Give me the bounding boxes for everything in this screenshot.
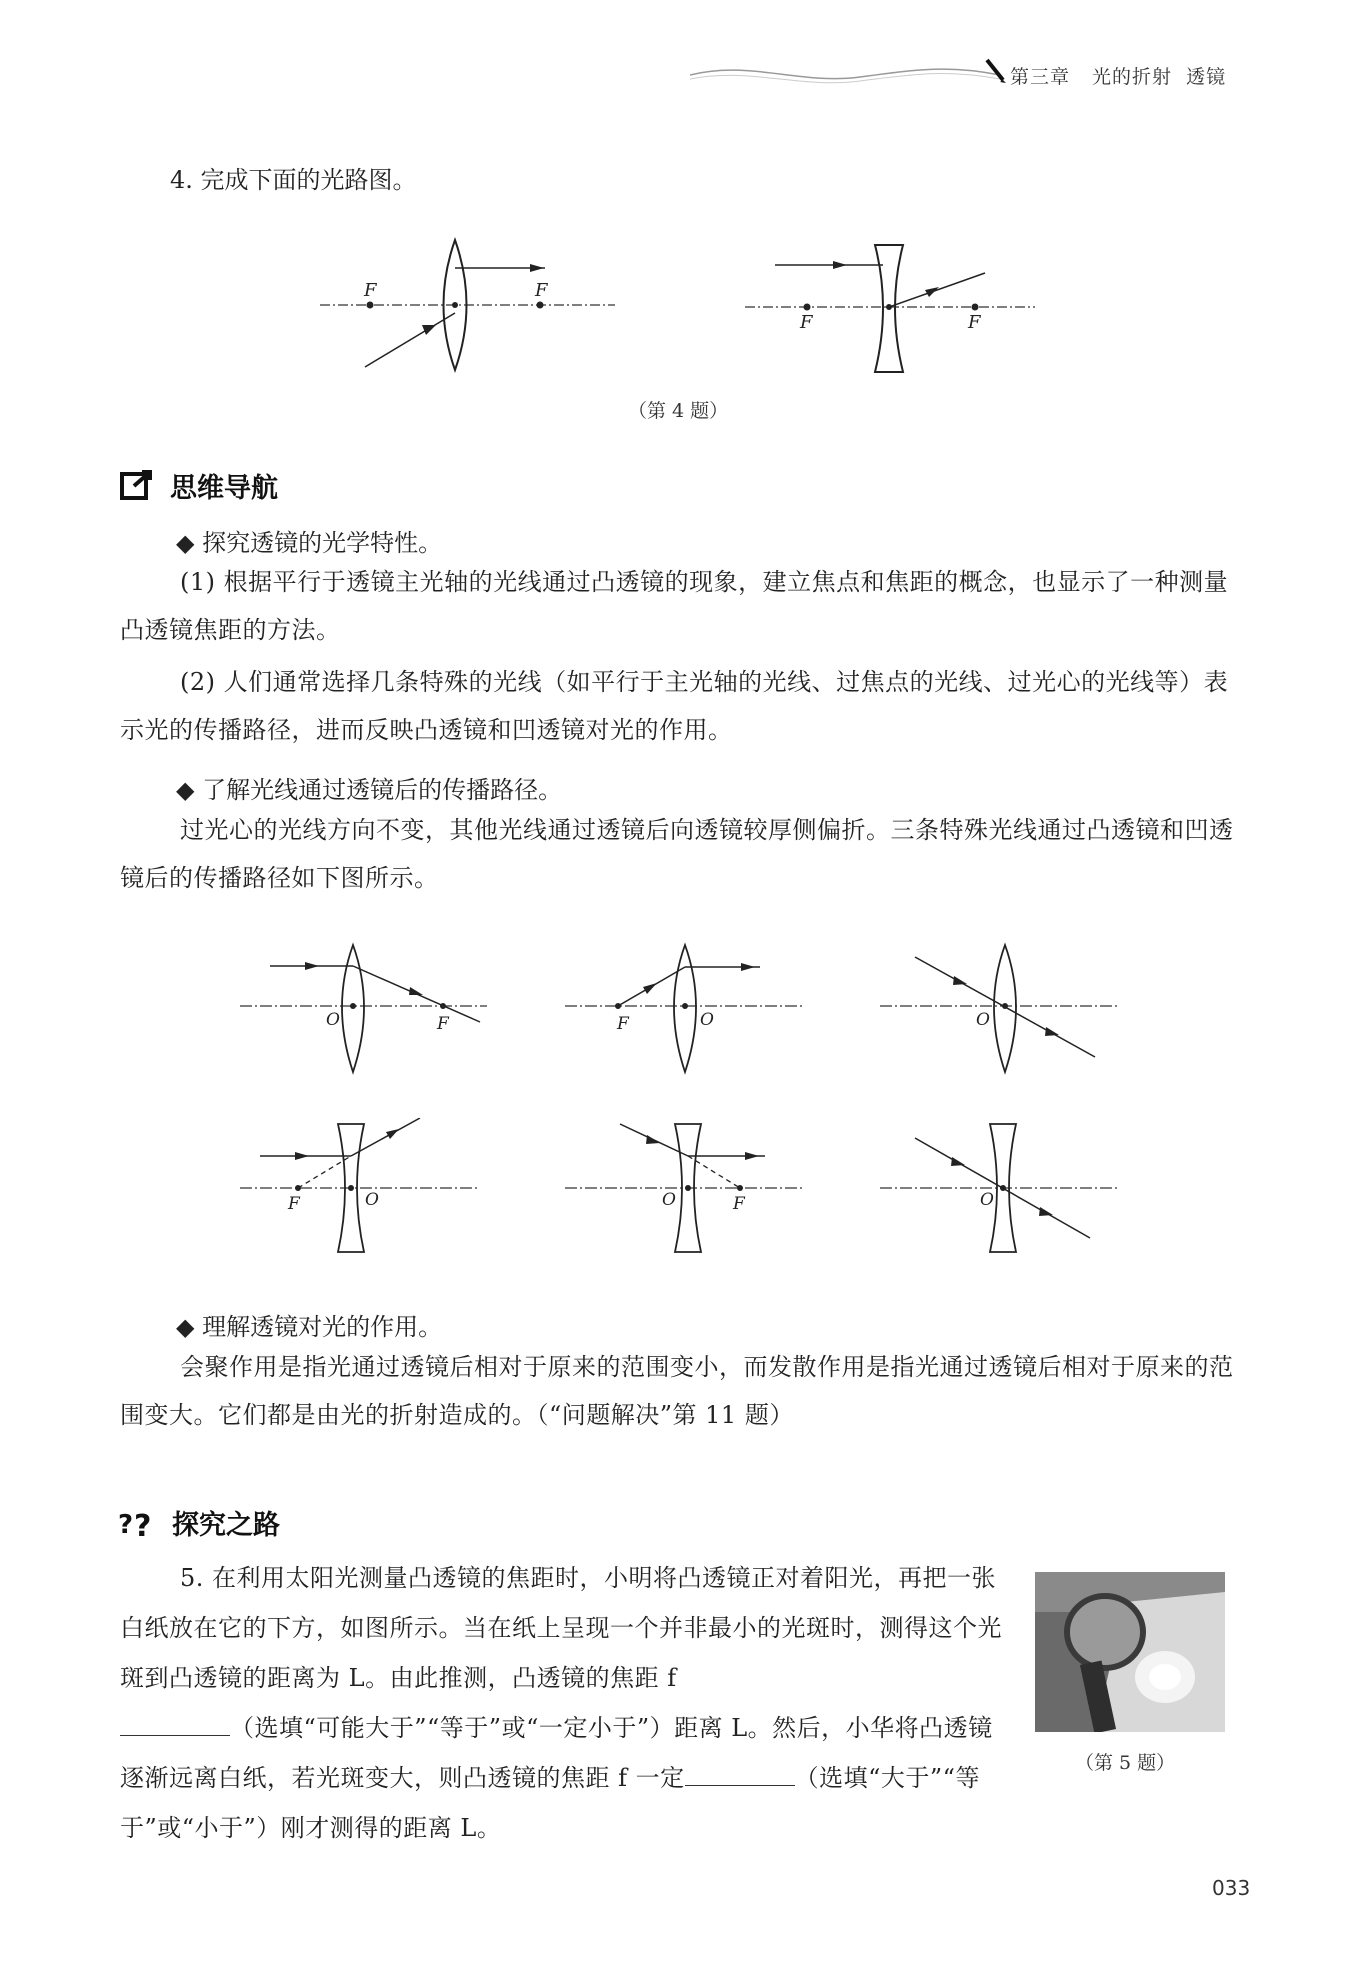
label-f-4: F bbox=[288, 1194, 300, 1214]
paragraph-3: 过光心的光线方向不变，其他光线通过透镜后向透镜较厚侧偏折。三条特殊光线通过凸透镜和凹透镜后的传播路径如下图所示。 bbox=[120, 816, 1234, 892]
svg-text:?: ? bbox=[134, 1509, 152, 1539]
paragraph-4: 会聚作用是指光通过透镜后相对于原来的范围变小，而发散作用是指光通过透镜后相对于原来的范围变大。它们都是由光的折射造成的。（“问题解决”第 11 题） bbox=[120, 1353, 1234, 1429]
q4-focus-label-left: F bbox=[364, 280, 377, 301]
question-4-text: 4. 完成下面的光路图。 bbox=[170, 166, 417, 194]
label-o-5: O bbox=[662, 1190, 676, 1210]
label-f-5: F bbox=[733, 1194, 745, 1214]
question-5-part2: （选填“可能大于”“等于”或“一定小于”）距离 L。然后，小华将凸透镜逐渐远离白纸，若光斑变大，则凸透镜的焦距 f 一定 bbox=[120, 1714, 993, 1792]
q4-focus-label-right: F bbox=[535, 280, 548, 301]
convex-ray-parallel bbox=[235, 940, 495, 1080]
label-f-1: F bbox=[437, 1014, 449, 1034]
paragraph-1: (1) 根据平行于透镜主光轴的光线通过凸透镜的现象，建立焦点和焦距的概念，也显示了一种测量凸透镜焦距的方法。 bbox=[120, 568, 1229, 644]
label-o-4: O bbox=[365, 1190, 379, 1210]
q5-caption: （第 5 题） bbox=[1075, 1752, 1176, 1774]
question-marks-icon bbox=[118, 1505, 162, 1539]
paragraph-2: (2) 人们通常选择几条特殊的光线（如平行于主光轴的光线、过焦点的光线、过光心的光线等）表示光的传播路径，进而反映凸透镜和凹透镜对光的作用。 bbox=[120, 668, 1229, 744]
concave-ray-through-center bbox=[880, 1118, 1130, 1258]
label-o-6: O bbox=[980, 1190, 994, 1210]
lens-photo bbox=[1035, 1572, 1225, 1732]
q4-focus-label-left-2: F bbox=[800, 312, 813, 333]
answer-blank-2[interactable] bbox=[685, 1763, 795, 1786]
q4-focus-label-right-2: F bbox=[968, 312, 981, 333]
q4-concave-lens-diagram bbox=[745, 240, 1045, 380]
bullet-explore-properties: ◆ 探究透镜的光学特性。 bbox=[176, 529, 443, 557]
convex-ray-through-focus bbox=[565, 940, 815, 1080]
section-title-explore: 探究之路 bbox=[172, 1510, 280, 1541]
answer-blank-1[interactable] bbox=[120, 1713, 230, 1736]
question-5-part3: （选填“大于”“等于”或“小于”）刚才测得的距离 L。 bbox=[120, 1764, 980, 1842]
convex-ray-through-center bbox=[880, 940, 1130, 1080]
label-o-2: O bbox=[700, 1010, 714, 1030]
bullet-light-paths: ◆ 了解光线通过透镜后的传播路径。 bbox=[176, 776, 563, 804]
section-label: 光的折射 透镜 bbox=[1092, 66, 1227, 88]
label-f-2: F bbox=[617, 1014, 629, 1034]
page-number: 033 bbox=[1212, 1876, 1251, 1900]
header-decoration bbox=[690, 55, 1010, 95]
concave-ray-toward-focus bbox=[565, 1118, 815, 1258]
bullet-lens-effect: ◆ 理解透镜对光的作用。 bbox=[176, 1313, 443, 1341]
svg-text:?: ? bbox=[118, 1510, 134, 1539]
label-o-1: O bbox=[326, 1010, 340, 1030]
concave-ray-parallel bbox=[240, 1118, 490, 1258]
question-5-part1: 5. 在利用太阳光测量凸透镜的焦距时，小明将凸透镜正对着阳光，再把一张白纸放在它的下方，如图所示。当在纸上呈现一个并非最小的光斑时，测得这个光斑到凸透镜的距离为 L。由此推测，凸透镜的焦距 f bbox=[120, 1564, 1002, 1692]
q4-convex-lens-diagram bbox=[320, 235, 620, 375]
pencil-icon bbox=[985, 58, 1007, 84]
section-title-thinking: 思维导航 bbox=[170, 473, 278, 504]
label-o-3: O bbox=[976, 1010, 990, 1030]
question-5-text bbox=[120, 1553, 1015, 1853]
navigation-icon bbox=[120, 470, 154, 500]
chapter-label: 第三章 bbox=[1010, 66, 1071, 88]
q4-caption: （第 4 题） bbox=[628, 400, 729, 422]
